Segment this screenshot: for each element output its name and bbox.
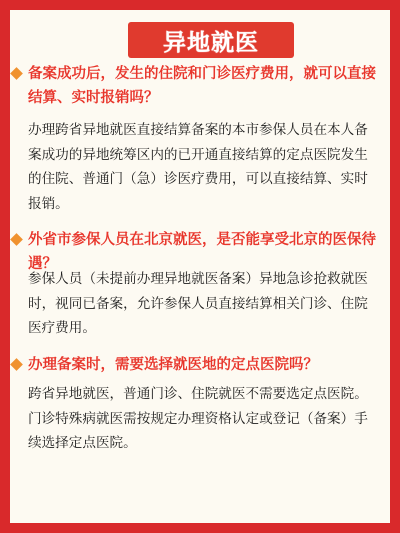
question-3: [12, 353, 378, 377]
diamond-bullet-icon: [10, 358, 23, 371]
page-title: 异地就医: [163, 29, 259, 56]
answer-3-paragraph-2: 门诊特殊病就医需按规定办理资格认定或登记（备案）手续选择定点医院。: [28, 410, 368, 451]
question-1-text: 备案成功后，发生的住院和门诊医疗费用，就可以直接结算、实时报销吗？: [28, 66, 376, 106]
question-3-text: 办理备案时，需要选择就医地的定点医院吗？: [28, 357, 318, 373]
answer-3-paragraph-1: 跨省异地就医，普通门诊、住院就医不需要选定点医院。: [28, 386, 368, 402]
diamond-bullet-icon: [10, 67, 23, 80]
answer-3: [28, 382, 380, 456]
title-banner: [128, 22, 294, 58]
answer-1: [28, 118, 380, 216]
answer-2: [28, 267, 380, 341]
diamond-bullet-icon: [10, 233, 23, 246]
question-1: [12, 62, 378, 110]
question-2-text: 外省市参保人员在北京就医，是否能享受北京的医保待遇？: [28, 232, 376, 272]
answer-1-paragraph: 办理跨省异地就医直接结算备案的本市参保人员在本人备案成功的异地统筹区内的已开通直接结算的定点医院发生的住院、普通门（急）诊医疗费用，可以直接结算、实时报销。: [28, 122, 368, 212]
answer-2-paragraph: 参保人员（未提前办理异地就医备案）异地急诊抢救就医时，视同已备案，允许参保人员直接结算相关门诊、住院医疗费用。: [28, 271, 368, 336]
